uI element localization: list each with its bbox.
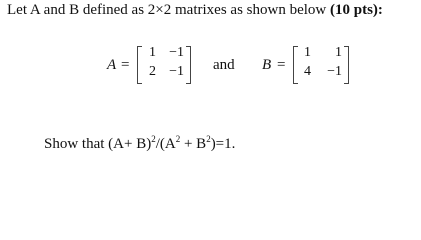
matrix-b-cell-21: 4 — [304, 64, 311, 79]
matrix-b-cell-12: 1 — [335, 45, 342, 60]
and-connector: and — [213, 57, 235, 73]
statement-mid2: + B — [180, 136, 207, 152]
matrix-a-label: A — [107, 57, 117, 73]
problem-title-text: Let A and B defined as 2×2 matrixes as shown below — [7, 2, 327, 18]
points-label: (10 pts): — [329, 2, 383, 18]
statement-mid: /(A — [155, 136, 176, 152]
matrix-a-equals: = — [121, 57, 130, 73]
statement-exponent-1: 2 — [151, 134, 156, 144]
matrix-b-cell-11: 1 — [304, 45, 311, 60]
matrix-a-cell-11: 1 — [149, 45, 156, 60]
matrix-a-right-bracket — [186, 46, 191, 84]
statement-exponent-2: 2 — [175, 134, 181, 144]
matrix-b-label: B — [262, 57, 272, 73]
matrix-a-cell-21: 2 — [149, 64, 156, 79]
matrix-a-cell-22: −1 — [169, 64, 184, 79]
problem-statement — [44, 134, 235, 153]
matrix-b-cell-22: −1 — [327, 64, 342, 79]
statement-exponent-3: 2 — [206, 134, 211, 144]
matrix-a-cell-12: −1 — [169, 45, 184, 60]
statement-end: )=1. — [210, 136, 236, 152]
problem-title — [7, 2, 383, 19]
matrix-b-right-bracket — [344, 46, 349, 84]
matrix-b-equals: = — [277, 57, 286, 73]
statement-start: Show that (A+ B) — [44, 136, 152, 152]
